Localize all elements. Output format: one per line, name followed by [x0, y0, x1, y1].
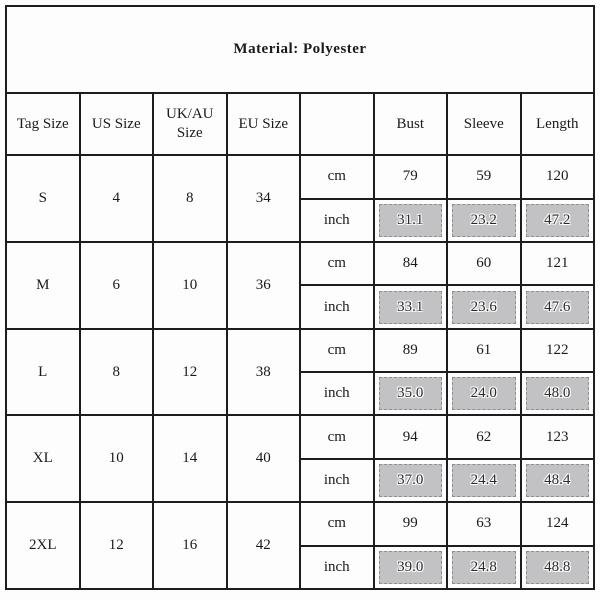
unit-label-cm: cm — [300, 242, 374, 285]
header-sleeve: Sleeve — [447, 93, 521, 156]
header-ukau-size: UK/AU Size — [153, 93, 227, 156]
bust-inch-value: 39.0 — [379, 551, 443, 584]
bust-inch-cell — [374, 459, 448, 502]
length-inch-value: 47.6 — [526, 291, 590, 324]
length-inch-cell — [521, 459, 595, 502]
sleeve-cm-value: 62 — [447, 415, 521, 458]
bust-inch-cell — [374, 285, 448, 328]
unit-label-inch: inch — [300, 372, 374, 415]
size-row-l-cm — [6, 329, 594, 372]
eu-size-cell: 40 — [227, 415, 301, 502]
title-row — [6, 6, 594, 93]
sleeve-cm-value: 61 — [447, 329, 521, 372]
sleeve-inch-value: 23.2 — [452, 204, 516, 237]
eu-size-cell: 34 — [227, 155, 301, 242]
length-inch-value: 48.0 — [526, 377, 590, 410]
unit-label-cm: cm — [300, 329, 374, 372]
sleeve-inch-value: 24.8 — [452, 551, 516, 584]
us-size-cell: 8 — [80, 329, 154, 416]
bust-inch-value: 37.0 — [379, 464, 443, 497]
size-row-m-cm — [6, 242, 594, 285]
bust-inch-cell — [374, 372, 448, 415]
unit-label-inch: inch — [300, 199, 374, 242]
tag-size-cell: S — [6, 155, 80, 242]
bust-cm-value: 94 — [374, 415, 448, 458]
sleeve-cm-value: 63 — [447, 502, 521, 545]
ukau-size-cell: 16 — [153, 502, 227, 589]
length-inch-value: 47.2 — [526, 204, 590, 237]
sleeve-inch-value: 23.6 — [452, 291, 516, 324]
tag-size-cell: XL — [6, 415, 80, 502]
unit-label-cm: cm — [300, 502, 374, 545]
us-size-cell: 4 — [80, 155, 154, 242]
length-inch-cell — [521, 285, 595, 328]
length-inch-cell — [521, 199, 595, 242]
header-unit-blank — [300, 93, 374, 156]
sleeve-inch-cell — [447, 459, 521, 502]
length-cm-value: 124 — [521, 502, 595, 545]
sleeve-cm-value: 60 — [447, 242, 521, 285]
eu-size-cell: 36 — [227, 242, 301, 329]
sleeve-inch-value: 24.0 — [452, 377, 516, 410]
length-inch-value: 48.8 — [526, 551, 590, 584]
length-inch-cell — [521, 372, 595, 415]
sleeve-inch-cell — [447, 285, 521, 328]
length-cm-value: 123 — [521, 415, 595, 458]
unit-label-cm: cm — [300, 155, 374, 198]
unit-label-inch: inch — [300, 546, 374, 590]
length-inch-cell — [521, 546, 595, 590]
length-cm-value: 120 — [521, 155, 595, 198]
bust-cm-value: 89 — [374, 329, 448, 372]
size-row-xl-cm — [6, 415, 594, 458]
us-size-cell: 10 — [80, 415, 154, 502]
size-row-s-cm — [6, 155, 594, 198]
header-eu-size: EU Size — [227, 93, 301, 156]
sleeve-inch-cell — [447, 372, 521, 415]
sleeve-cm-value: 59 — [447, 155, 521, 198]
eu-size-cell: 42 — [227, 502, 301, 589]
sleeve-inch-cell — [447, 199, 521, 242]
bust-cm-value: 79 — [374, 155, 448, 198]
eu-size-cell: 38 — [227, 329, 301, 416]
bust-cm-value: 84 — [374, 242, 448, 285]
tag-size-cell: M — [6, 242, 80, 329]
sleeve-inch-value: 24.4 — [452, 464, 516, 497]
header-bust: Bust — [374, 93, 448, 156]
unit-label-cm: cm — [300, 415, 374, 458]
ukau-size-cell: 8 — [153, 155, 227, 242]
header-row — [6, 93, 594, 156]
bust-cm-value: 99 — [374, 502, 448, 545]
bust-inch-cell — [374, 546, 448, 590]
bust-inch-value: 31.1 — [379, 204, 443, 237]
sleeve-inch-cell — [447, 546, 521, 590]
ukau-size-cell: 12 — [153, 329, 227, 416]
length-inch-value: 48.4 — [526, 464, 590, 497]
tag-size-cell: 2XL — [6, 502, 80, 589]
bust-inch-value: 35.0 — [379, 377, 443, 410]
material-title: Material: Polyester — [6, 6, 594, 93]
unit-label-inch: inch — [300, 285, 374, 328]
us-size-cell: 12 — [80, 502, 154, 589]
bust-inch-value: 33.1 — [379, 291, 443, 324]
header-us-size: US Size — [80, 93, 154, 156]
bust-inch-cell — [374, 199, 448, 242]
us-size-cell: 6 — [80, 242, 154, 329]
length-cm-value: 121 — [521, 242, 595, 285]
size-table — [5, 5, 595, 590]
unit-label-inch: inch — [300, 459, 374, 502]
ukau-size-cell: 10 — [153, 242, 227, 329]
length-cm-value: 122 — [521, 329, 595, 372]
header-length: Length — [521, 93, 595, 156]
ukau-size-cell: 14 — [153, 415, 227, 502]
header-tag-size: Tag Size — [6, 93, 80, 156]
size-row-2xl-cm — [6, 502, 594, 545]
tag-size-cell: L — [6, 329, 80, 416]
